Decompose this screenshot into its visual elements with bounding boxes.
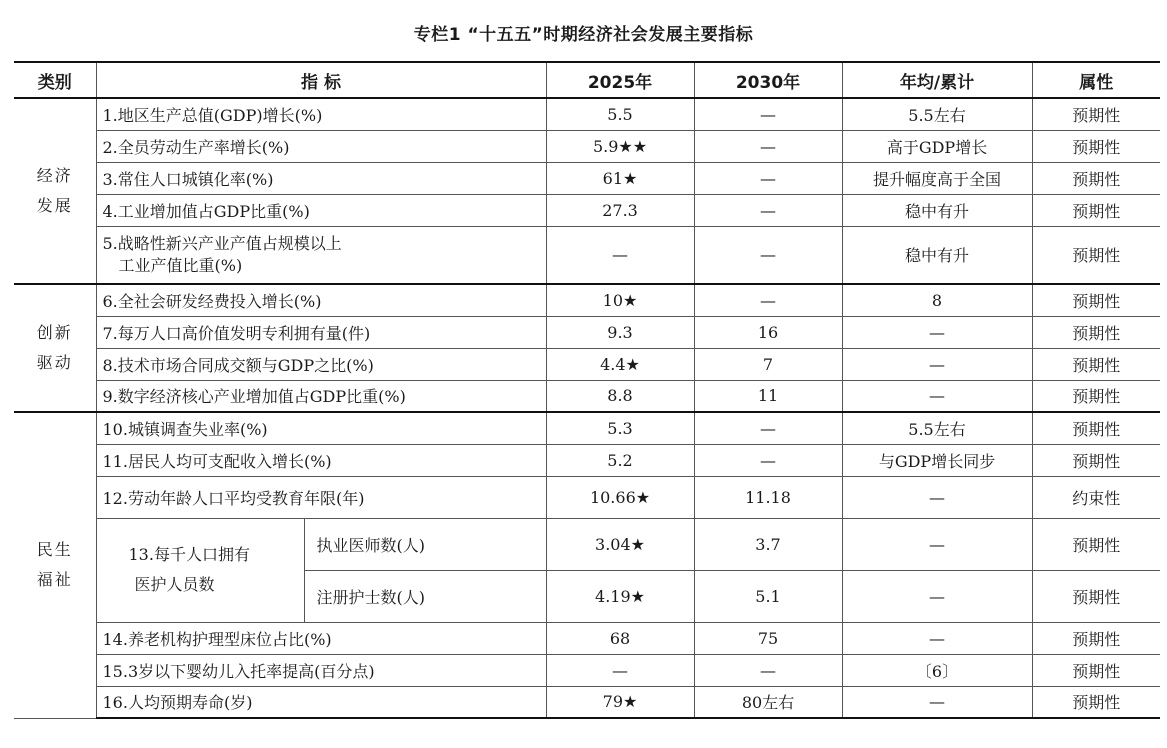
value-2025: 4.19★ [546, 570, 694, 622]
value-annual: — [842, 570, 1032, 622]
category-economy: 经济 发展 [14, 98, 96, 284]
value-2025: 5.9★★ [546, 130, 694, 162]
value-2030: — [694, 284, 842, 316]
header-2025: 2025年 [546, 62, 694, 98]
value-attribute: 预期性 [1032, 622, 1160, 654]
table-row [14, 476, 1160, 518]
table-row [14, 130, 1160, 162]
header-annual: 年均/累计 [842, 62, 1032, 98]
value-2030: 75 [694, 622, 842, 654]
value-annual: 高于GDP增长 [842, 130, 1032, 162]
indicator-name: 9.数字经济核心产业增加值占GDP比重(%) [96, 380, 546, 412]
indicator-name: 3.常住人口城镇化率(%) [96, 162, 546, 194]
table-row [14, 162, 1160, 194]
indicator-name: 执业医师数(人) [304, 518, 546, 570]
value-2030: — [694, 226, 842, 284]
indicator-name: 14.养老机构护理型床位占比(%) [96, 622, 546, 654]
value-annual: — [842, 686, 1032, 718]
value-attribute: 预期性 [1032, 98, 1160, 130]
value-annual: — [842, 380, 1032, 412]
value-attribute: 预期性 [1032, 412, 1160, 444]
table-row [14, 348, 1160, 380]
indicator-name: 1.地区生产总值(GDP)增长(%) [96, 98, 546, 130]
table-row [14, 518, 1160, 570]
value-attribute: 预期性 [1032, 348, 1160, 380]
value-attribute: 约束性 [1032, 476, 1160, 518]
value-2025: 5.5 [546, 98, 694, 130]
table-row [14, 380, 1160, 412]
value-2025: 3.04★ [546, 518, 694, 570]
table-row [14, 686, 1160, 718]
value-2030: — [694, 130, 842, 162]
value-attribute: 预期性 [1032, 162, 1160, 194]
value-2030: 11 [694, 380, 842, 412]
value-annual: 提升幅度高于全国 [842, 162, 1032, 194]
indicator-name: 7.每万人口高价值发明专利拥有量(件) [96, 316, 546, 348]
value-attribute: 预期性 [1032, 316, 1160, 348]
indicator-name: 16.人均预期寿命(岁) [96, 686, 546, 718]
indicator-name: 6.全社会研发经费投入增长(%) [96, 284, 546, 316]
header-indicator: 指 标 [96, 62, 546, 98]
value-2025: 27.3 [546, 194, 694, 226]
value-2030: — [694, 654, 842, 686]
table-row [14, 284, 1160, 316]
value-2030: — [694, 194, 842, 226]
indicator-group-medical: 13.每千人口拥有 医护人员数 [96, 518, 304, 622]
value-2030: 3.7 [694, 518, 842, 570]
value-annual: — [842, 476, 1032, 518]
value-attribute: 预期性 [1032, 284, 1160, 316]
category-innovation: 创新 驱动 [14, 284, 96, 412]
table-row [14, 412, 1160, 444]
value-annual: 稳中有升 [842, 226, 1032, 284]
value-annual: — [842, 316, 1032, 348]
value-annual: 稳中有升 [842, 194, 1032, 226]
value-2030: 7 [694, 348, 842, 380]
value-2025: 68 [546, 622, 694, 654]
value-2025: 10★ [546, 284, 694, 316]
table-row [14, 622, 1160, 654]
value-attribute: 预期性 [1032, 194, 1160, 226]
table-row [14, 98, 1160, 130]
value-2030: 11.18 [694, 476, 842, 518]
value-2025: — [546, 226, 694, 284]
value-2025: 79★ [546, 686, 694, 718]
value-annual: — [842, 348, 1032, 380]
value-2030: 5.1 [694, 570, 842, 622]
value-attribute: 预期性 [1032, 686, 1160, 718]
value-annual: 〔6〕 [842, 654, 1032, 686]
value-2030: — [694, 412, 842, 444]
value-2030: 80左右 [694, 686, 842, 718]
header-row [14, 62, 1160, 98]
value-2025: 10.66★ [546, 476, 694, 518]
indicator-name: 2.全员劳动生产率增长(%) [96, 130, 546, 162]
table-row [14, 194, 1160, 226]
value-2025: 4.4★ [546, 348, 694, 380]
header-category: 类别 [14, 62, 96, 98]
header-attribute: 属性 [1032, 62, 1160, 98]
value-annual: 与GDP增长同步 [842, 444, 1032, 476]
indicator-name: 5.战略性新兴产业产值占规模以上 工业产值比重(%) [96, 226, 546, 284]
value-annual: — [842, 518, 1032, 570]
table-row [14, 654, 1160, 686]
value-2030: — [694, 98, 842, 130]
table-row [14, 226, 1160, 284]
indicator-name: 注册护士数(人) [304, 570, 546, 622]
table-row [14, 316, 1160, 348]
value-2025: 5.2 [546, 444, 694, 476]
indicator-name: 15.3岁以下婴幼儿入托率提高(百分点) [96, 654, 546, 686]
indicator-name: 12.劳动年龄人口平均受教育年限(年) [96, 476, 546, 518]
value-attribute: 预期性 [1032, 380, 1160, 412]
indicator-name: 11.居民人均可支配收入增长(%) [96, 444, 546, 476]
table-row [14, 444, 1160, 476]
indicator-name: 4.工业增加值占GDP比重(%) [96, 194, 546, 226]
value-annual: 8 [842, 284, 1032, 316]
category-welfare: 民生 福祉 [14, 412, 96, 718]
value-attribute: 预期性 [1032, 444, 1160, 476]
value-2025: 9.3 [546, 316, 694, 348]
value-attribute: 预期性 [1032, 130, 1160, 162]
header-2030: 2030年 [694, 62, 842, 98]
value-2025: — [546, 654, 694, 686]
value-annual: 5.5左右 [842, 98, 1032, 130]
indicator-name: 8.技术市场合同成交额与GDP之比(%) [96, 348, 546, 380]
value-attribute: 预期性 [1032, 654, 1160, 686]
value-attribute: 预期性 [1032, 226, 1160, 284]
value-2030: 16 [694, 316, 842, 348]
table-title: 专栏1 “十五五”时期经济社会发展主要指标 [413, 25, 754, 45]
value-2025: 5.3 [546, 412, 694, 444]
value-2030: — [694, 162, 842, 194]
value-2025: 8.8 [546, 380, 694, 412]
value-attribute: 预期性 [1032, 518, 1160, 570]
value-2025: 61★ [546, 162, 694, 194]
value-annual: 5.5左右 [842, 412, 1032, 444]
value-2030: — [694, 444, 842, 476]
indicator-name: 10.城镇调查失业率(%) [96, 412, 546, 444]
indicators-table [14, 61, 1160, 719]
value-annual: — [842, 622, 1032, 654]
value-attribute: 预期性 [1032, 570, 1160, 622]
